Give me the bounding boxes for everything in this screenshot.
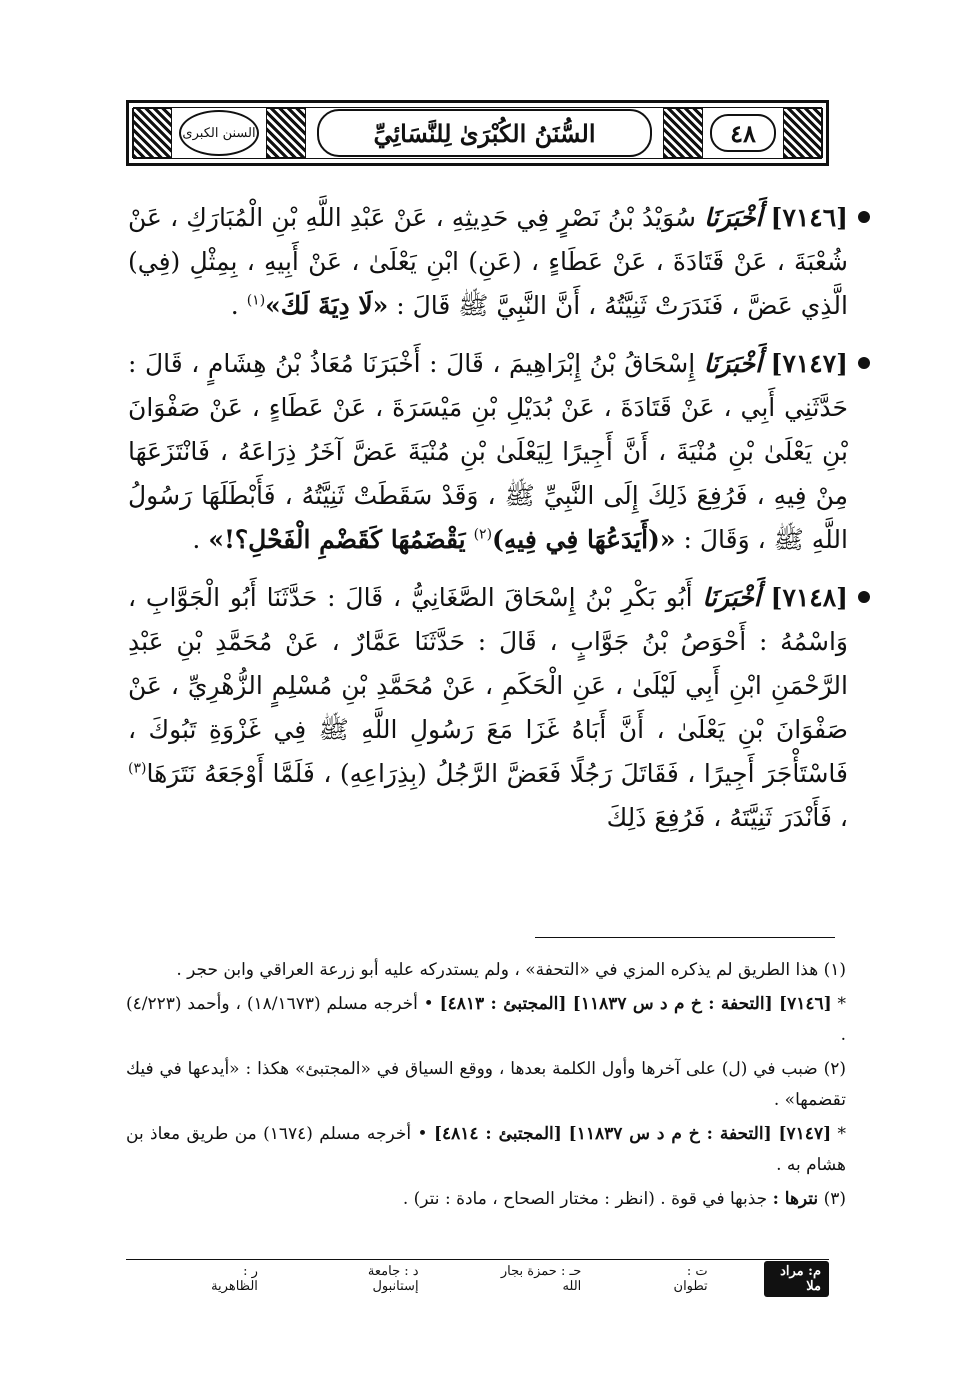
footnote-mark: (١) — [823, 960, 846, 980]
takhrij-ref: [٧١٤٧] [التحفة : خ م د س ١١٨٣٧] [المجتبئ : ٤٨١٤] — [433, 1124, 832, 1144]
hadith-7146 — [128, 196, 848, 328]
footnote-1 — [126, 955, 846, 986]
hadith-tail: ، فَأَنْدَرَ ثَنِيَّتَهُ ، فَرُفِعَ ذَلِكَ — [606, 803, 848, 832]
footer-divider — [126, 1259, 829, 1260]
footnote-text: هذا الطريق لم يذكره المزي في «التحفة» ، ولم يستدركه عليه أبو زرعة العراقي وابن حجر . — [176, 960, 819, 980]
footnote-ref: (٢) — [473, 526, 493, 543]
hadith-tail: . — [230, 291, 247, 320]
hadith-quote: «(أَيَدَعُهَا فِي فِيهِ) — [492, 525, 676, 554]
hadith-number: [٧١٤٦] — [770, 203, 848, 232]
hadith-7147 — [128, 342, 848, 562]
main-text — [128, 196, 848, 854]
page-number: ٤٨ — [710, 114, 776, 152]
hadith-lead: أَخْبَرَنَا — [703, 349, 763, 378]
siglum-item: حـ : حمزة بجار الله — [500, 1264, 582, 1294]
book-seal — [179, 110, 259, 156]
hadith-quote-2: يَقْضَمُهَا كَقَضْمِ الْفَحْلِ؟!» — [208, 525, 466, 554]
footnote-term: نترها : — [772, 1189, 819, 1209]
footnote-ref: (١) — [246, 292, 266, 309]
hadith-text: إِسْحَاقُ بْنُ إِبْرَاهِيمَ ، قَالَ : أَخْبَرَنَا مُعَاذُ بْنُ هِشَامٍ ، قَالَ : حَدَّثَنِي أَبِي ، عَنْ قَتَادَةَ ، عَنْ بُدَيْلِ بْنِ مَيْسَرَةَ ، عَنْ عَطَاءٍ ، عَنْ صَفْوَانَ بْنِ يَعْلَىٰ بْنِ مُنْيَةَ ، أَنَّ أَجِيرًا لِيَعْلَىٰ بْنِ مُنْيَةَ عَضَّ آخَرُ ذِرَاعَهُ ، فَانْتَزَعَهَا مِنْ فِيهِ ، فَرُفِعَ ذَلِكَ إِلَى النَّبِيِّ ﷺ ، وَقَدْ سَقَطَتْ ثَنِيَّتُهُ ، فَأَبْطَلَهَا رَسُولُ اللَّهِ ﷺ ، وَقَالَ : — [128, 349, 848, 554]
footnote-2 — [126, 1054, 846, 1116]
footnote-mark: * — [837, 994, 847, 1014]
hadith-text: سُوَيْدُ بْنُ نَصْرٍ فِي حَدِيثِهِ ، عَنْ عَبْدِ اللَّهِ بْنِ الْمُبَارَكِ ، عَنْ شُعْبَةَ ، عَنْ قَتَادَةَ ، عَنْ عَطَاءٍ ، (عَنِ) ابْنِ يَعْلَىٰ ، عَنْ أَبِيهِ ، بِمِثْلِ (فِي) الَّذِي عَضَّ ، فَنَدَرَتْ ثَنِيَّتُهُ ، أَنَّ النَّبِيَّ ﷺ قَالَ : — [128, 203, 848, 320]
takhrij-7147 — [126, 1119, 846, 1181]
ornament-icon — [783, 108, 823, 158]
hadith-quote: «لَا دِيَةَ لَكَ» — [265, 291, 389, 320]
hadith-text: أَبُو بَكْرِ بْنُ إِسْحَاقَ الصَّغَانِيُّ ، قَالَ : حَدَّثَنَا أَبُو الْجَوَّابِ ، وَاسْمُهُ : أَحْوَصُ بْنُ جَوَّابٍ ، قَالَ : حَدَّثَنَا عَمَّارٌ ، عَنْ مُحَمَّدِ بْنِ عَبْدِ الرَّحْمَنِ ابْنِ أَبِي لَيْلَىٰ ، عَنِ الْحَكَمِ ، عَنْ مُحَمَّدِ بْنِ مُسْلِمٍ الزُّهْرِيِّ ، عَنْ صَفْوَانَ بْنِ يَعْلَىٰ ، أَنَّ أَبَاهُ غَزَا مَعَ رَسُولِ اللَّهِ ﷺ فِي غَزْوَةِ تَبُوكَ ، فَاسْتَأْجَرَ أَجِيرًا ، فَقَاتَلَ رَجُلًا فَعَضَّ الرَّجُلُ (بِذِرَاعِهِ) ، فَلَمَّا أَوْجَعَهُ نَتَرَهَا — [128, 583, 848, 788]
siglum-item: ت : تطوان — [673, 1264, 708, 1294]
footnote-ref: (٣) — [128, 760, 147, 777]
hadith-tail: . — [192, 525, 209, 554]
manuscript-sigla — [126, 1266, 829, 1292]
siglum-item: ر : الظاهرية — [211, 1264, 258, 1294]
bullet-icon — [858, 211, 870, 223]
footnote-text: جذبها في قوة . (انظر : مختار الصحاح ، مادة : نتر) . — [402, 1189, 768, 1209]
footnotes — [126, 955, 846, 1218]
hadith-number: [٧١٤٨] — [770, 583, 849, 612]
siglum-badge: م: مراد ملا — [764, 1261, 829, 1297]
ornament-icon — [132, 108, 172, 158]
footnote-mark: * — [837, 1124, 847, 1144]
footnote-divider — [535, 937, 835, 938]
footnote-text: • أخرجه مسلم (١٦٧٤) من طريق معاذ بن هشام به . — [126, 1124, 846, 1175]
footnote-mark: (٢) — [823, 1059, 846, 1079]
seal-text: السنن الكبرى — [182, 125, 256, 141]
takhrij-7146 — [126, 989, 846, 1051]
ornament-icon — [266, 108, 306, 158]
page-header — [126, 100, 829, 166]
footnote-3 — [126, 1184, 846, 1215]
footnote-mark: (٣) — [823, 1189, 846, 1209]
bullet-icon — [858, 357, 870, 369]
book-title: السُّنَنُ الكُبْرَىٰ لِلنَّسَائِيِّ — [317, 109, 652, 157]
hadith-7148 — [128, 576, 848, 840]
hadith-lead: أَخْبَرَنَا — [704, 203, 763, 232]
bullet-icon — [858, 591, 870, 603]
footnote-text: • أخرجه مسلم (١٨/١٦٧٣) ، وأحمد (٤/٢٢٣) . — [126, 994, 846, 1045]
siglum-item: د : جامعة إستانبول — [367, 1264, 419, 1294]
hadith-lead: أَخْبَرَنَا — [702, 583, 761, 612]
hadith-number: [٧١٤٧] — [770, 349, 849, 378]
footnote-text: ضبب في (ل) على آخرها وأول الكلمة بعدها ، ووقع السياق في «المجتبئ» هكذا : «أيدعها في فيك تقضمها» . — [126, 1059, 846, 1110]
takhrij-ref: [٧١٤٦] [التحفة : خ م د س ١١٨٣٧] [المجتبئ : ٤٨١٣] — [439, 994, 832, 1014]
ornament-icon — [663, 108, 703, 158]
